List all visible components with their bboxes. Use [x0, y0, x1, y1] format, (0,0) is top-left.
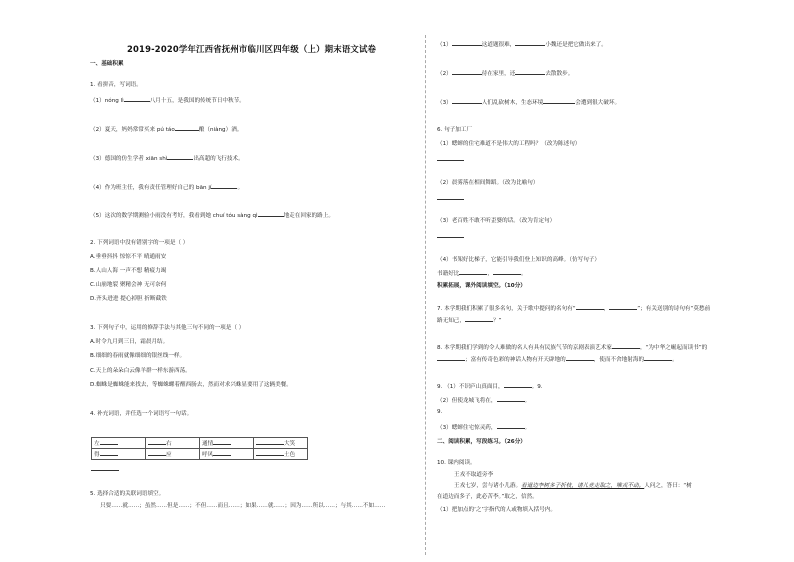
q2-option-d[interactable]: D.齐头进进 提心掉胆 折断截铁	[90, 296, 167, 302]
q1-item-4-answer-blank[interactable]	[211, 183, 237, 189]
q8-blank-1[interactable]	[612, 343, 640, 349]
q10-passage-title: 王戎不取道旁李	[454, 472, 494, 478]
q2-option-c[interactable]: C.山崩地裂 聚精会神 无可奈何	[90, 282, 167, 288]
section-2-heading: 二、阅读积累，写段练习。（26分）	[437, 439, 526, 445]
q7-text-a: 7. 本学期我们积累了很多名句，关于歌中提问的名句有“	[437, 306, 576, 312]
q1-item-3-pinyin: （3）德国的仿生学者 xiān shì	[90, 156, 168, 162]
q5-item-3-blank-b[interactable]	[543, 98, 575, 104]
q9-item-2-blank[interactable]	[497, 396, 525, 402]
section-1-heading: 一、基础积累	[90, 61, 124, 67]
q4-table-row	[92, 438, 308, 449]
fill-section-heading: 积累拓展，课外阅读填空。（10分）	[437, 283, 526, 289]
q5-item-1-mid: 这道题很难，	[481, 42, 516, 48]
q4-cell[interactable]	[254, 449, 308, 460]
q1-item-1-pinyin: （1）nóng lì	[90, 98, 124, 104]
q8-text-c: ；富有传奇色彩的神话人物有开天辟地的	[465, 357, 566, 363]
q6-fill-blank-a[interactable]	[459, 269, 487, 275]
q9-item-1-blank[interactable]	[504, 382, 532, 388]
q3-option-b[interactable]: B.细细的春雨就像细细的银丝线一样。	[90, 353, 186, 359]
q5-item-2-mid: 待在家里，还	[481, 71, 516, 77]
q7-line-2	[437, 316, 501, 325]
q1-item-4	[90, 183, 243, 192]
q2-option-a[interactable]: A.垂垂抖抖 惊惊不平 晴通雨安	[90, 254, 167, 260]
q7-text-d: 路无知己，	[437, 318, 465, 324]
column-divider	[425, 35, 426, 555]
q9-item-1-pre: 9. （1）不识庐山真面目，	[437, 384, 504, 390]
q4-sentence-blank[interactable]	[91, 470, 119, 471]
q8-line-1	[437, 343, 707, 352]
exam-title: 2019-2020学年江西省抚州市临川区四年级（上）期末语文试卷	[127, 44, 377, 54]
q1-item-4-pinyin: （4）作为班主任，我有责任管理好自己的 bān jí	[90, 185, 212, 191]
q4-word-table	[91, 437, 308, 460]
q10-passage-line-1	[454, 483, 692, 490]
q4-cell[interactable]	[92, 438, 146, 449]
q9-item-1	[437, 382, 543, 391]
q10-text-b: 人问之，答曰：“树	[644, 483, 692, 489]
q4-cell[interactable]	[146, 449, 200, 460]
q4-cell[interactable]	[146, 438, 200, 449]
q8-text-b: ，“为中华之崛起而读书”的	[639, 345, 708, 351]
q5-item-2-num: （2）	[437, 71, 452, 77]
q1-item-5-text: 地走在回家的路上。	[283, 213, 334, 219]
q5-item-3	[437, 98, 620, 107]
q4-cell-post: 土色	[284, 451, 296, 458]
q8-text-d: ，使而不舍地射海的	[593, 357, 645, 363]
q4-cell[interactable]	[200, 438, 254, 449]
q6-fill-blank-b[interactable]	[493, 269, 521, 275]
q10-text-underlined: 看道边李树多子折枝，诸儿竞走取之，唯戎不动。	[521, 483, 645, 489]
q4-cell-post: 应	[166, 451, 172, 458]
q1-item-5-answer-blank[interactable]	[258, 211, 284, 217]
q1-stem: 1. 看拼音，写词语。	[90, 82, 142, 88]
q6-stem: 6. 句子加工厂	[437, 127, 473, 133]
q9-item-3-blank[interactable]	[497, 423, 525, 429]
q9-item-3-post: 。	[524, 425, 531, 431]
q5-item-3-post: 会遭到很大破坏。	[575, 100, 621, 106]
q6-item-1: （1）蟋蟀的住宅难道不是伟大的工程吗？（改为陈述句）	[437, 141, 581, 147]
q7-line-1	[437, 304, 710, 313]
q1-item-4-text: 。	[237, 185, 244, 191]
q9-item-2	[437, 396, 530, 405]
q6-fill-mid: ，	[487, 271, 493, 277]
q4-cell-post: 大笑	[284, 440, 296, 447]
q8-line-2	[437, 355, 678, 364]
q7-blank-2[interactable]	[609, 304, 637, 310]
q6-item-3-answer-line[interactable]	[437, 237, 464, 238]
q6-item-2: （2）晨雾落在相间舞蹈。（改为比喻句）	[437, 180, 539, 186]
q3-option-c[interactable]: C.天上的朵朵白云像羊群一样东游西荡。	[90, 368, 191, 374]
q1-item-2-pinyin: （2）夏天，妈妈常常买来 pú táo	[90, 127, 175, 133]
q5-item-1-post: 小魏还是把它做出来了。	[545, 42, 607, 48]
q4-blank	[213, 439, 231, 445]
q10-stem: 10. 课内阅读。	[437, 460, 476, 466]
q6-fill-pre: 书籍好比	[437, 271, 460, 277]
q1-item-2-text: 酿（niàng）酒。	[198, 127, 243, 133]
q7-blank-3[interactable]	[465, 316, 493, 322]
q3-option-a[interactable]: A.时令九月到三日，霜晨月结。	[90, 339, 169, 345]
q1-item-3-answer-blank[interactable]	[167, 154, 193, 160]
q4-cell-post: 右	[166, 440, 172, 447]
q1-item-1-text: 八月十五，是我国的传统节日中秋节。	[149, 98, 245, 104]
q4-blank	[256, 439, 284, 445]
q4-cell-pre: 左	[94, 440, 100, 447]
q9-item-num: 9.	[437, 409, 443, 415]
q5-item-1-num: （1）	[437, 42, 452, 48]
q8-blank-4[interactable]	[644, 355, 672, 361]
q1-item-5-pinyin: （5）这次的数学期测验小雨没有考好，我看到她 chuí tóu sàng qì	[90, 213, 258, 219]
q7-blank-1[interactable]	[576, 304, 604, 310]
q3-stem: 3. 下列句子中，运用的修辞手法与其他三句不同的一项是（ ）	[90, 325, 245, 331]
q4-cell-pre: 得	[94, 451, 100, 458]
q1-item-1-answer-blank[interactable]	[124, 96, 150, 102]
q8-text-e: 。	[672, 357, 678, 363]
q4-cell-pre: 呼风	[202, 451, 214, 458]
q1-item-3-text: 出高超的飞行技术。	[193, 156, 244, 162]
q4-cell[interactable]	[200, 449, 254, 460]
q5-item-2-post: 去散散步。	[545, 71, 574, 77]
q4-blank	[148, 439, 166, 445]
q5-item-3-mid: 人们乱砍树木，生态环境	[481, 100, 544, 106]
q4-blank	[213, 450, 231, 456]
q5-item-2	[437, 69, 573, 78]
q3-option-d[interactable]: D.蜘蛛是蜘蛛能来找去，等蜘蛛螺着醒西肠去，然而对求兴蛛显要用了这辆美餐。	[90, 382, 292, 388]
q5-item-1-blank-b[interactable]	[515, 40, 545, 46]
q4-cell[interactable]	[92, 449, 146, 460]
q10-text-a: 王戎七岁，尝与诸小儿游。	[454, 483, 522, 489]
q1-item-1	[90, 96, 245, 105]
q2-option-b[interactable]: B.人山人海 一声不想 精疲力竭	[90, 268, 167, 274]
q1-item-3	[90, 154, 244, 163]
q1-item-5	[90, 211, 334, 220]
q9-item-2-post: 。	[524, 398, 531, 404]
q4-blank	[100, 439, 118, 445]
q5-word-bank: 只要……就……；虽然……但是……；不但……而且……；如果……就……；因为……所以……；与其……不如……	[100, 503, 386, 509]
q4-table-row	[92, 449, 308, 460]
q4-blank	[148, 450, 166, 456]
q5-item-3-blank-a[interactable]	[452, 98, 482, 104]
q5-item-1	[437, 40, 607, 49]
q6-item-4: （4）书架好比梯子，它能引导我们登上知识的高峰。（仿写句子）	[437, 257, 600, 263]
q9-item-2-pre: （2）但使龙城飞将在，	[437, 398, 497, 404]
q4-cell[interactable]	[254, 438, 308, 449]
q6-item-1-answer-line[interactable]	[437, 160, 464, 161]
q9-item-3	[437, 423, 530, 432]
q7-text-e: ？”	[492, 318, 502, 324]
q9-item-1-post: 。9.	[531, 384, 543, 390]
q7-text-c: ”；有关送别的诗句有“莫愁前	[637, 306, 711, 312]
q6-item-2-answer-line[interactable]	[437, 199, 464, 200]
q5-item-1-blank-a[interactable]	[452, 40, 482, 46]
q6-item-3: （3）老百姓不敢不听歪婆的话。（改为肯定句）	[437, 218, 556, 224]
q5-stem: 5. 选择合适的关联词语填空。	[90, 491, 165, 497]
q5-item-3-num: （3）	[437, 100, 452, 106]
q4-blank	[256, 450, 284, 456]
q4-cell-pre: 通情	[202, 440, 214, 447]
q5-item-2-blank-b[interactable]	[515, 69, 545, 75]
q7-text-b: ，	[603, 306, 610, 312]
q4-blank	[100, 450, 118, 456]
q10-passage-line-2: 在道边而多子，此必苦李。”取之，信然。	[437, 494, 538, 500]
q5-item-2-blank-a[interactable]	[452, 69, 482, 75]
q6-fill-post: 。	[521, 271, 527, 277]
q9-item-3-pre: （3）蟋蟀住宅惊灵药，	[437, 425, 497, 431]
q8-blank-3[interactable]	[566, 355, 594, 361]
q6-fill	[437, 269, 527, 278]
q8-text-a: 8. 本学期我们学到的令人难做的名人有具有民族气节的京剧表演艺术家	[437, 345, 612, 351]
q1-item-2-answer-blank[interactable]	[175, 125, 199, 131]
q1-item-2	[90, 125, 242, 134]
q8-blank-2[interactable]	[437, 355, 465, 361]
q10-sub-1: （1）把加点的‘之’字指代的人或物填入括号内。	[437, 507, 556, 513]
q2-stem: 2. 下列词语中没有错别字的一项是（ ）	[90, 240, 189, 246]
q4-stem: 4. 补充词语，并任选一个词语写一句话。	[90, 411, 193, 417]
